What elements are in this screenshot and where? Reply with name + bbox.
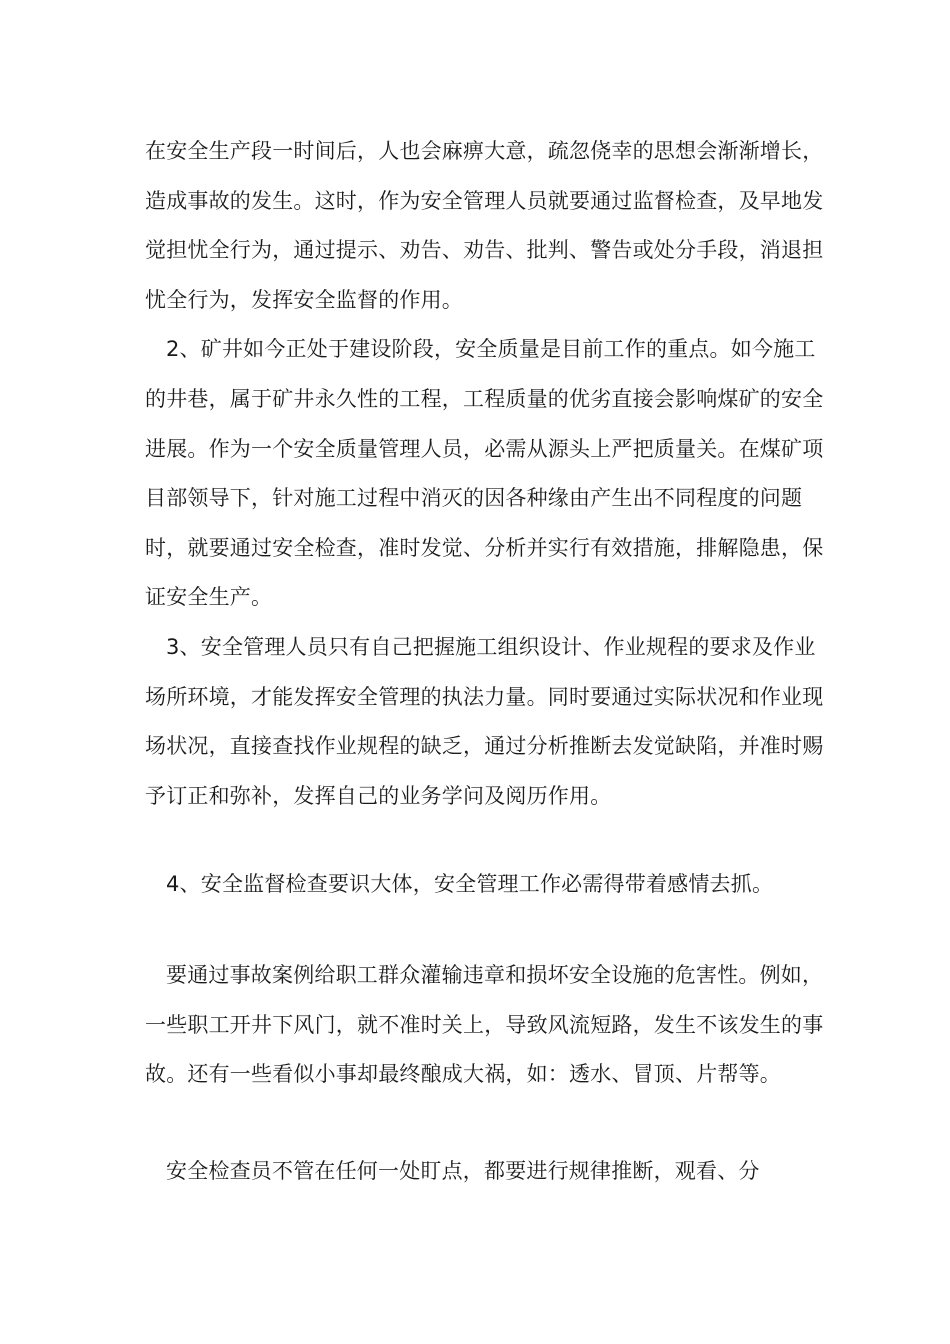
text-block-main [145,127,825,821]
paragraph-1: 在安全生产段一时间后，人也会麻痹大意，疏忽侥幸的思想会渐渐增长，造成事故的发生。这时，作为安全管理人员就要通过监督检查，及早地发觉担忧全行为，通过提示、劝告、劝告、批判、警告或处分手段，消退担忧全行为，发挥安全监督的作用。 [145,139,824,312]
paragraph-2: 2、矿井如今正处于建设阶段，安全质量是目前工作的重点。如今施工的井巷，属于矿井永久性的工程，工程质量的优劣直接会影响煤矿的安全进展。作为一个安全质量管理人员，必需从源头上严把质量关。在煤矿项目部领导下，针对施工过程中消灭的因各种缘由产生出不同程度的问题时，就要通过安全检查，准时发觉、分析并实行有效措施，排解隐患，保证安全生产。 [145,337,824,610]
text-block-inspector [145,1147,825,1197]
paragraph-3: 3、安全管理人员只有自己把握施工组织设计、作业规程的要求及作业场所环境，才能发挥安全管理的执法力量。同时要通过实际状况和作业现场状况，直接查找作业规程的缺乏，通过分析推断去发觉缺陷，并准时赐予订正和弥补，发挥自己的业务学问及阅历作用。 [145,634,824,808]
paragraph-4: 4、安全监督检查要识大体，安全管理工作必需得带着感情去抓。 [166,872,774,896]
paragraph-6: 安全检查员不管在任何一处盯点，都要进行规律推断，观看、分 [166,1159,760,1183]
paragraph-5: 要通过事故案例给职工群众灌输违章和损坏安全设施的危害性。例如，一些职工开井下风门，就不准时关上，导致风流短路，发生不该发生的事故。还有一些看似小事却最终酿成大祸，如：透水、冒顶、片帮等。 [145,963,824,1087]
text-block-point-4 [145,860,825,910]
text-block-case [145,951,825,1100]
